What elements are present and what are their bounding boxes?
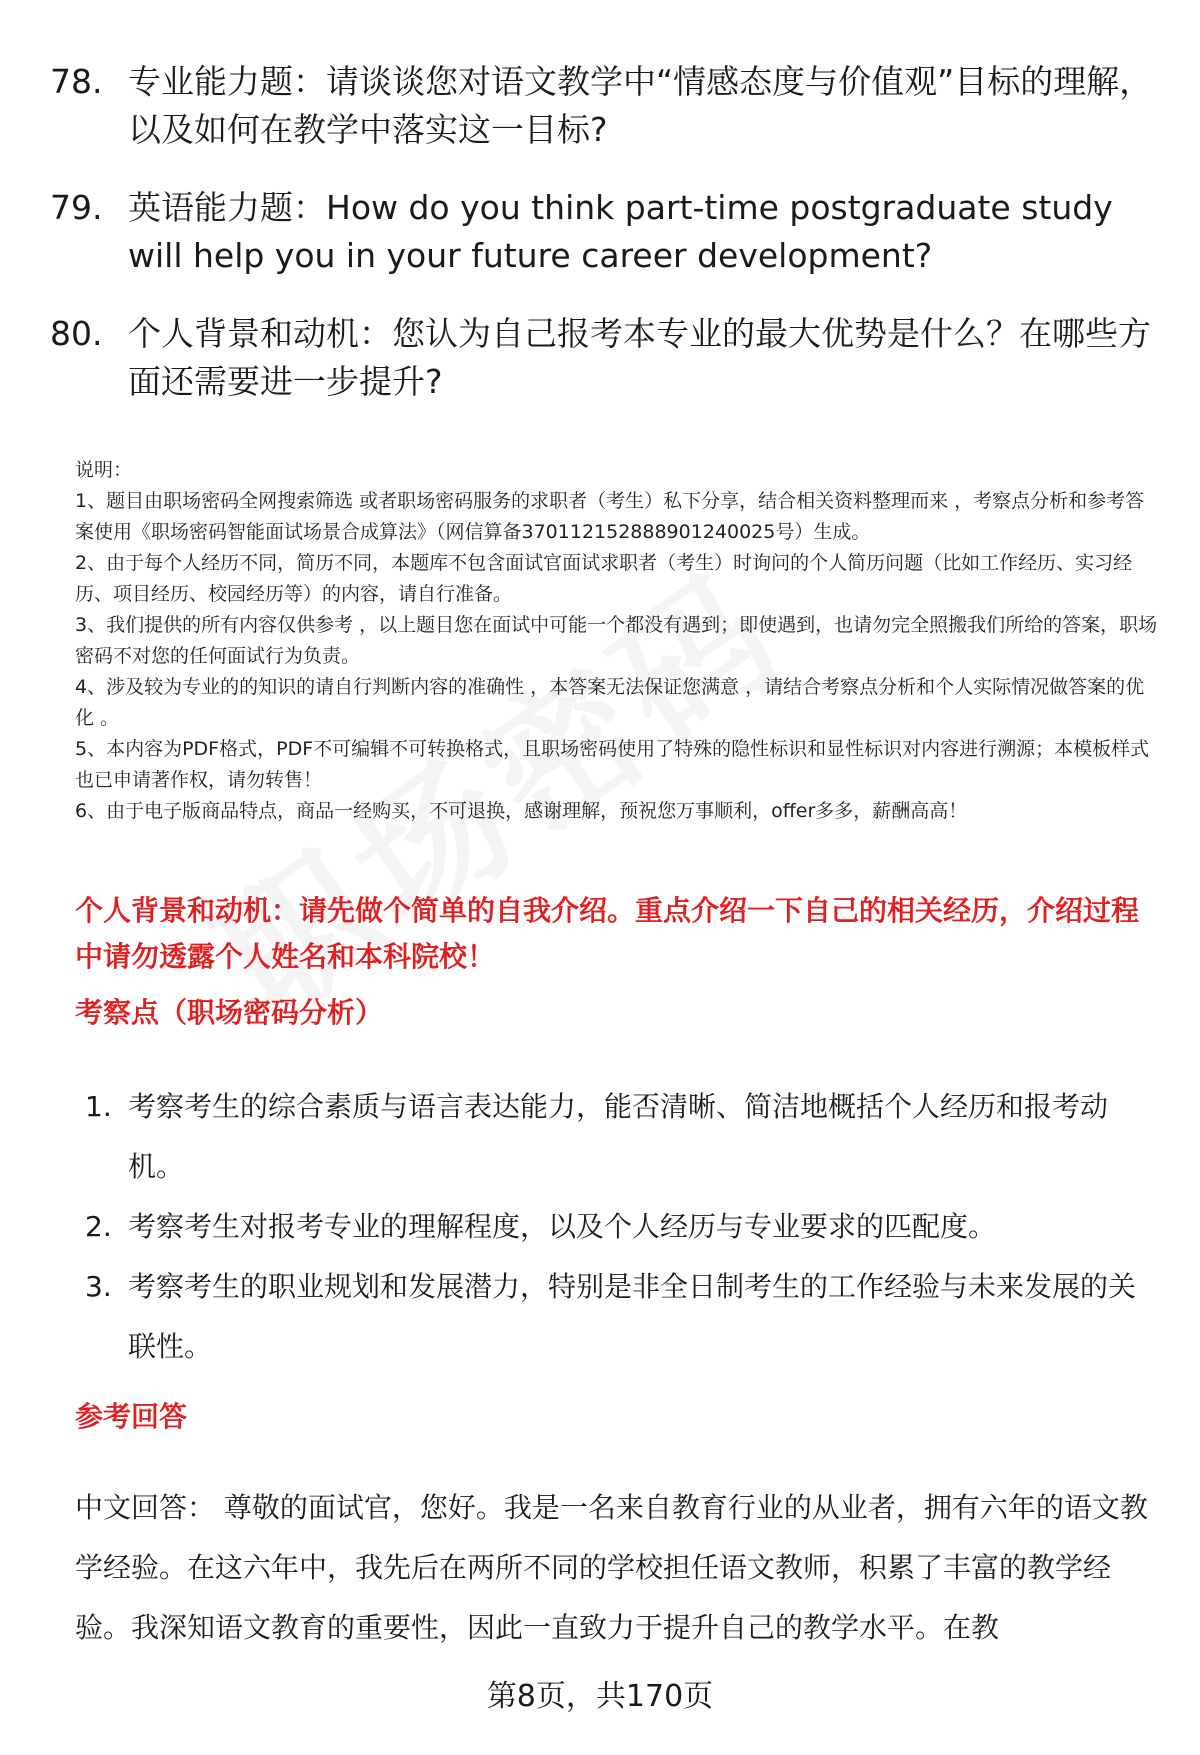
point-number: 2.: [85, 1210, 112, 1243]
question-list: [50, 58, 1160, 436]
analysis-title: 考察点（职场密码分析）: [75, 996, 384, 1029]
question-item: [50, 310, 1160, 406]
point-number: 1.: [85, 1090, 112, 1123]
note-item: 3、我们提供的所有内容仅供参考 ，以上题目您在面试中可能一个都没有遇到；即使遇到，也请勿完全照搬我们所给的答案，职场密码不对您的任何面试行为负责。: [75, 614, 1158, 667]
question-text: 个人背景和动机：您认为自己报考本专业的最大优势是什么？在哪些方面还需要进一步提升?: [128, 314, 1151, 401]
question-item: [50, 58, 1160, 154]
point-text: 考察考生的综合素质与语言表达能力，能否清晰、简洁地概括个人经历和报考动机。: [128, 1090, 1109, 1183]
note-item: 1、题目由职场密码全网搜索筛选 或者职场密码服务的求职者（考生）私下分享，结合相关资料整理而来 ，考察点分析和参考答案使用《职场密码智能面试场景合成算法》（网信算备370112152888901240025号）生成。: [75, 490, 1145, 543]
note-item: 6、由于电子版商品特点，商品一经购买，不可退换，感谢理解，预祝您万事顺利，offer多多，薪酬高高！: [75, 800, 968, 822]
analysis-points: [85, 1077, 1160, 1377]
reference-title: 参考回答: [75, 1400, 188, 1433]
reference-answer: 中文回答： 尊敬的面试官，您好。我是一名来自教育行业的从业者，拥有六年的语文教学经验。在这六年中，我先后在两所不同的学校担任语文教师，积累了丰富的教学经验。我深知语文教育的重要性，因此一直致力于提升自己的教学水平。在教: [75, 1491, 1148, 1644]
question-item: [50, 184, 1160, 280]
note-item: 5、本内容为PDF格式，PDF不可编辑不可转换格式，且职场密码使用了特殊的隐性标识和显性标识对内容进行溯源；本模板样式也已申请著作权，请勿转售！: [75, 738, 1150, 791]
point-number: 3.: [85, 1270, 112, 1303]
analysis-point: [85, 1257, 1160, 1377]
question-number: 79.: [50, 188, 103, 227]
point-text: 考察考生的职业规划和发展潜力，特别是非全日制考生的工作经验与未来发展的关联性。: [128, 1270, 1137, 1363]
current-question: 个人背景和动机：请先做个简单的自我介绍。重点介绍一下自己的相关经历，介绍过程中请勿透露个人姓名和本科院校！: [75, 894, 1140, 973]
question-number: 78.: [50, 62, 103, 101]
notes-section: [75, 455, 1160, 827]
question-text: 英语能力题：How do you think part-time postgraduate study will help you in your future career development?: [128, 188, 1113, 275]
point-text: 考察考生对报考专业的理解程度，以及个人经历与专业要求的匹配度。: [128, 1210, 997, 1243]
note-item: 2、由于每个人经历不同，简历不同，本题库不包含面试官面试求职者（考生）时询问的个人简历问题（比如工作经历、实习经历、项目经历、校园经历等）的内容，请自行准备。: [75, 552, 1133, 605]
notes-title: 说明：: [75, 459, 133, 481]
page-footer: 第8页，共170页: [486, 1679, 714, 1714]
question-number: 80.: [50, 314, 103, 353]
analysis-point: [85, 1077, 1160, 1197]
analysis-point: [85, 1197, 1160, 1257]
question-text: 专业能力题：请谈谈您对语文教学中“情感态度与价值观”目标的理解，以及如何在教学中落实这一目标?: [128, 62, 1153, 149]
note-item: 4、涉及较为专业的的知识的请自行判断内容的准确性 ，本答案无法保证您满意 ，请结合考察点分析和个人实际情况做答案的优化 。: [75, 676, 1145, 729]
